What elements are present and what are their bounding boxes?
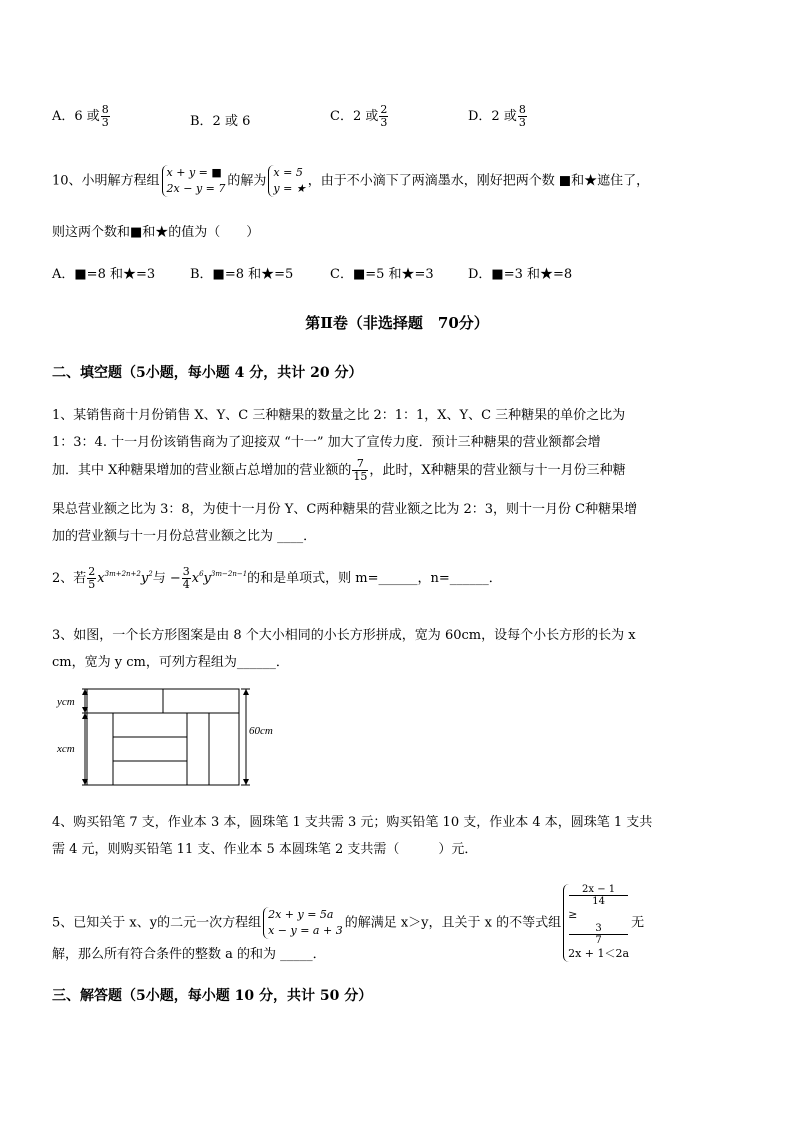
fill5-line1: 5、已知关于 x、y的二元一次方程组 2x + y = 5a x − y = a + 3 的解满足 x＞y，且关于 x 的不等式组 2x − 1 14 ≥ 3 7 2x + 1＜2a 无 — [52, 884, 645, 960]
section2-title: 二、填空题（5小题，每小题 4 分，共计 20 分） — [52, 365, 363, 381]
q10-solution: x = 5 y = ★ — [268, 165, 305, 197]
label-ycm: ycm — [57, 696, 75, 708]
q9-option-d — [468, 104, 528, 129]
q10-line2: 则这两个数和■和★的值为（ ） — [52, 225, 260, 240]
q9-option-d-fraction: $\frac{8}{3}$ — [518, 103, 526, 129]
q10-system: x + y = ■ 2x − y = 7 — [162, 165, 226, 197]
q9-option-b — [190, 110, 250, 129]
fill5-system: 2x + y = 5a x − y = a + 3 — [263, 907, 343, 939]
q10-line1: 10、小明解方程组 x + y = ■ 2x − y = 7 的解为 x = 5 y = ★ ，由于不小滴下了两滴墨水，刚好把两个数 ■和★遮住了， — [52, 166, 650, 195]
q9-option-a-label: A．6 或 — [52, 109, 100, 124]
fill2-fraction-1: $\frac{2}{5}$ — [88, 565, 96, 591]
q10-option-a: A．■=8 和★=3 — [52, 267, 156, 282]
q10-option-c: C．■=5 和★=3 — [330, 267, 434, 282]
fill1-fraction: $\frac{7}{15}$ — [353, 457, 368, 483]
fill4-line2: 需 4 元，则购买铅笔 11 支、作业本 5 本圆珠笔 2 支共需（ ）元． — [52, 842, 478, 857]
fill3-line2: cm，宽为 y cm，可列方程组为______． — [52, 655, 289, 670]
q9-option-a — [52, 104, 111, 129]
fill2-line: 2、若 $\frac{2}{5}$ $x^{3m+2n+2}y^2$与 − $\frac{3}{4}$ $x^6y^{3m-2n-1}$的和是单项式，则 m=______，n=______． — [52, 565, 502, 591]
rectangle-figure — [55, 684, 280, 789]
q9-option-c-fraction: $\frac{2}{3}$ — [380, 103, 388, 129]
q9-option-b-label: B．2 或 6 — [190, 114, 251, 129]
fill3-line1: 3、如图，一个长方形图案是由 8 个大小相同的小长方形拼成，宽为 60cm，设每个小长方形的长为 x — [52, 628, 636, 643]
fill1-line5: 加的营业额与十一月份总营业额之比为 ____． — [52, 529, 317, 544]
fill5-inequality-system: 2x − 1 14 ≥ 3 7 2x + 1＜2a — [563, 884, 629, 962]
section3-title: 三、解答题（5小题，每小题 10 分，共计 50 分） — [52, 988, 373, 1004]
fill1-line1: 1、某销售商十月份销售 X、Y、C 三种糖果的数量之比 2：1：1，X、Y、C 三种糖果的单价之比为 — [52, 408, 626, 423]
part2-title: 第Ⅱ卷（非选择题 70分） — [305, 314, 489, 332]
label-60cm: 60cm — [249, 725, 273, 737]
fill1-line3: 加．其中 X种糖果增加的营业额占总增加的营业额的 $\frac{7}{15}$ ，此时，X种糖果的营业额与十一月份三种糖 — [52, 457, 626, 483]
fill4-line1: 4、购买铅笔 7 支，作业本 3 本，圆珠笔 1 支共需 3 元；购买铅笔 10 支，作业本 4 本，圆珠笔 1 支共 — [52, 815, 653, 830]
fill2-fraction-2: $\frac{3}{4}$ — [182, 565, 190, 591]
q9-option-d-label: D．2 或 — [468, 109, 517, 124]
label-xcm: xcm — [57, 743, 75, 755]
q10-option-b: B．■=8 和★=5 — [190, 267, 294, 282]
q9-option-a-fraction: $\frac{8}{3}$ — [101, 103, 109, 129]
fill1-line4: 果总营业额之比为 3：8，为使十一月份 Y、C两种糖果的营业额之比为 2：3，则十一月份 C种糖果增 — [52, 502, 638, 517]
q9-option-c-label: C．2 或 — [330, 109, 379, 124]
q9-option-c — [330, 104, 389, 129]
fill1-line2: 1：3：4. 十一月份该销售商为了迎接双 “十一” 加大了宣传力度．预计三种糖果的营业额都会增 — [52, 435, 601, 450]
fill5-line2: 解，那么所有符合条件的整数 a 的和为 _____． — [52, 947, 326, 962]
q10-option-d: D．■=3 和★=8 — [468, 267, 573, 282]
